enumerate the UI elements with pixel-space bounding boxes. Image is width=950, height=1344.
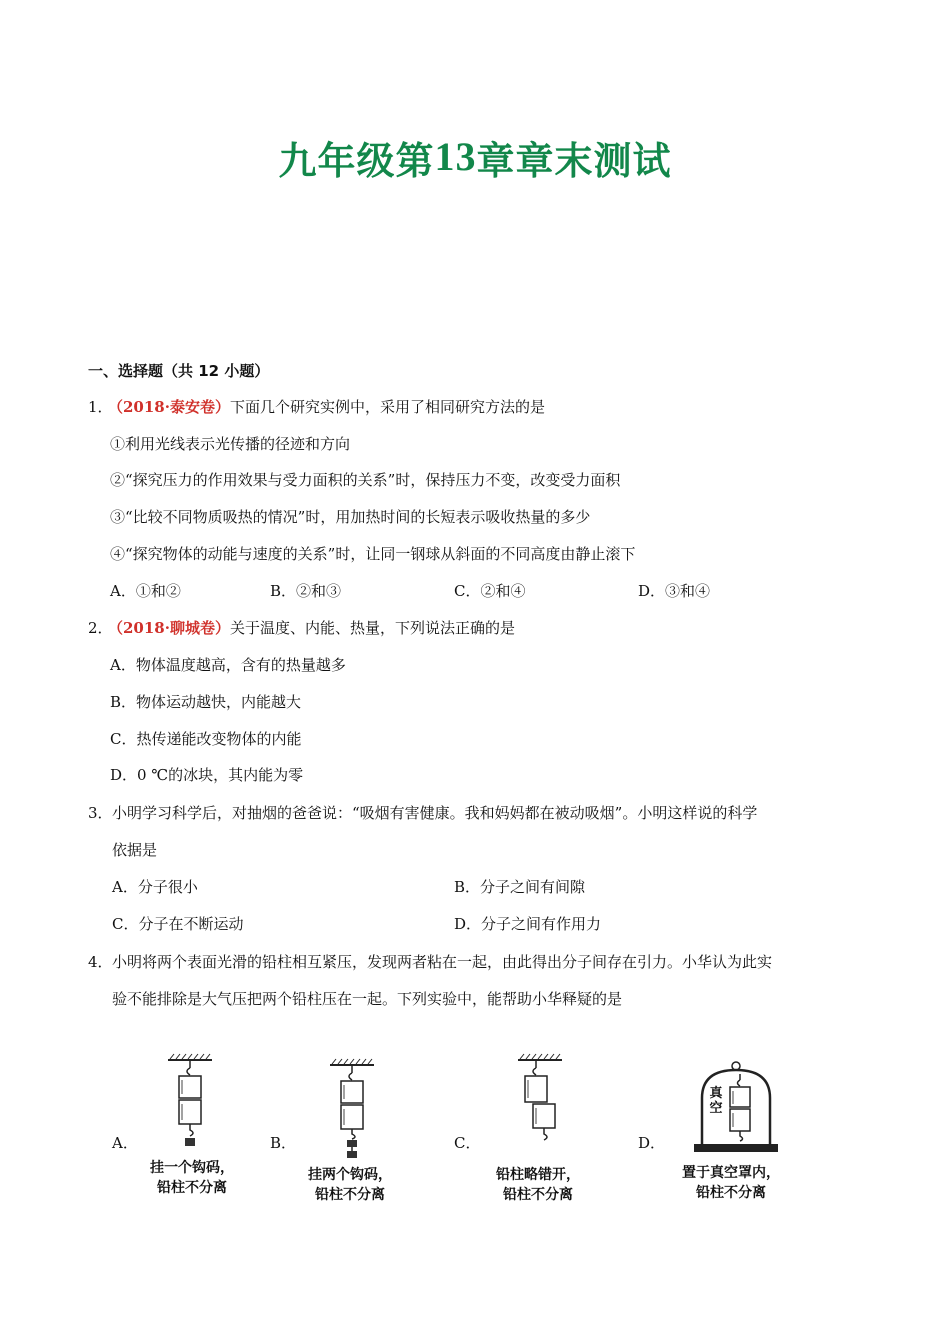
figure-a-caption: 挂一个钩码， 铅柱不分离 — [150, 1160, 234, 1196]
question-1-option-c: C．②和④ — [454, 582, 526, 600]
question-4-figure-label-b: B． — [270, 1134, 297, 1152]
question-4-stem: 小明将两个表面光滑的铅柱相互紧压，发现两者粘在一起，由此得出分子间存在引力。小华认为此实 — [112, 953, 773, 971]
question-2-option-d: D．0 ℃的冰块，其内能为零 — [110, 766, 304, 784]
question-4-stem-cont: 验不能排除是大气压把两个铅柱压在一起。下列实验中，能帮助小华释疑的是 — [112, 990, 623, 1008]
vacuum-label: 真空 — [709, 1086, 723, 1116]
question-3-option-b: B．分子之间有间隙 — [454, 878, 586, 896]
figure-b-caption: 挂两个钩码， 铅柱不分离 — [308, 1167, 392, 1203]
figure-a-one-weight — [160, 1050, 220, 1160]
question-1-item: ④“探究物体的动能与速度的关系”时，让同一钢球从斜面的不同高度由静止滚下 — [110, 545, 636, 563]
question-4-figure-label-d: D． — [638, 1134, 666, 1152]
section-heading: 一、选择题（共 12 小题） — [88, 362, 270, 380]
question-1-option-a: A．①和② — [110, 582, 181, 600]
question-4-number: 4． — [88, 953, 113, 971]
question-1-option-b: B．②和③ — [270, 582, 342, 600]
vacuum-bell-jar-icon — [688, 1058, 784, 1158]
question-2-option-b: B．物体运动越快，内能越大 — [110, 693, 302, 711]
figure-b-two-weights — [322, 1055, 382, 1165]
figure-d-vacuum-jar — [688, 1058, 784, 1158]
question-2-option-c: C．热传递能改变物体的内能 — [110, 730, 302, 748]
figure-c-caption: 铅柱略错开， 铅柱不分离 — [496, 1167, 580, 1203]
question-1-source: （2018·泰安卷） — [108, 398, 230, 416]
question-3-option-c: C．分子在不断运动 — [112, 915, 244, 933]
figure-d-caption: 置于真空罩内， 铅柱不分离 — [682, 1165, 780, 1201]
question-4-figure-label-a: A． — [112, 1134, 138, 1152]
question-3-stem-cont: 依据是 — [112, 841, 158, 859]
question-3-stem: 小明学习科学后，对抽烟的爸爸说：“吸烟有害健康。我和妈妈都在被动吸烟”。小明这样说的科学 — [112, 804, 758, 822]
question-1-item: ①利用光线表示光传播的径迹和方向 — [110, 435, 351, 453]
question-4-figure-label-c: C． — [454, 1134, 481, 1152]
figure-c-offset-cylinders — [510, 1050, 570, 1150]
question-2-number: 2． — [88, 619, 113, 637]
question-2-stem: （2018·聊城卷）关于温度、内能、热量，下列说法正确的是 — [108, 619, 515, 637]
page-title: 九年级第13章章末测试 — [278, 134, 672, 183]
question-1-option-d: D．③和④ — [638, 582, 711, 600]
question-3-option-d: D．分子之间有作用力 — [454, 915, 602, 933]
question-3-option-a: A．分子很小 — [112, 878, 198, 896]
question-1-item: ②“探究压力的作用效果与受力面积的关系”时，保持压力不变，改变受力面积 — [110, 471, 621, 489]
question-1-item: ③“比较不同物质吸热的情况”时，用加热时间的长短表示吸收热量的多少 — [110, 508, 591, 526]
question-2-source: （2018·聊城卷） — [108, 619, 230, 637]
question-1-stem: （2018·泰安卷）下面几个研究实例中，采用了相同研究方法的是 — [108, 398, 545, 416]
question-1-number: 1． — [88, 398, 113, 416]
question-2-option-a: A．物体温度越高，含有的热量越多 — [110, 656, 346, 674]
question-3-number: 3． — [88, 804, 113, 822]
